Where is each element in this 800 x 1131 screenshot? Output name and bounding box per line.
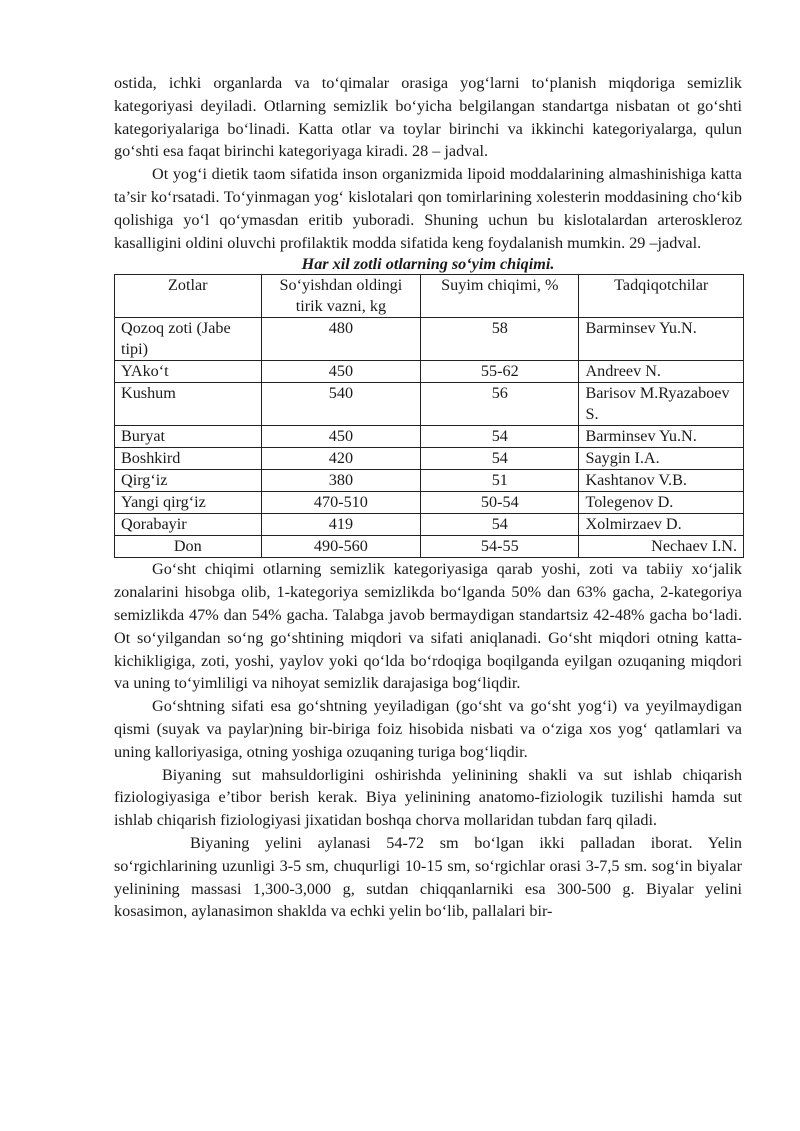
cell-researcher: Xolmirzaev D. bbox=[579, 514, 744, 536]
header-yield: Suyim chiqimi, % bbox=[421, 275, 579, 318]
cell-breed: Don bbox=[115, 536, 262, 558]
cell-breed: Kushum bbox=[115, 383, 262, 426]
cell-researcher: Saygin I.A. bbox=[579, 448, 744, 470]
header-live-weight: So‘yishdan oldingi tirik vazni, kg bbox=[261, 275, 421, 318]
cell-yield: 56 bbox=[421, 383, 579, 426]
slaughter-yield-table bbox=[114, 274, 744, 558]
cell-weight: 380 bbox=[261, 470, 421, 492]
table-row bbox=[115, 426, 744, 448]
table-header-row bbox=[115, 275, 744, 318]
table-row bbox=[115, 470, 744, 492]
paragraph-meat-quality: Go‘shtning sifati esa go‘shtning yeyiladigan (go‘sht va go‘sht yog‘i) va yeyilmaydigan qismi (suyak va paylar)ning bir-biriga foiz hisobida nisbati va o‘ziga xos yog‘ qatlamlari va uning kalloriyasiga, otning yoshiga ozuqaning turiga bog‘liqdir. bbox=[114, 697, 742, 761]
paragraph-fatness-category: ostida, ichki organlarda va to‘qimalar orasiga yog‘larni to‘planish miqdoriga semizlik kategoriyasi deyiladi. Otlarning semizlik bo‘yicha belgilangan standartga nisbatan ot go‘shti kategoriyalariga bo‘linadi. Katta otlar va toylar birinchi va ikkinchi kategoriyalarga, qulun go‘shti esa faqat birinchi kategoriyaga kiradi. 28 – jadval. bbox=[114, 74, 742, 161]
cell-researcher: Tolegenov D. bbox=[579, 492, 744, 514]
table-title: Har xil zotli otlarning so‘yim chiqimi. bbox=[301, 255, 555, 274]
cell-yield: 54-55 bbox=[421, 536, 579, 558]
cell-breed: Qirg‘iz bbox=[115, 470, 262, 492]
table-row bbox=[115, 383, 744, 426]
paragraph-udder: Biyaning yelini aylanasi 54-72 sm bo‘lgan ikki palladan iborat. Yelin so‘rgichlarining uzunligi 3-5 sm, chuqurligi 10-15 sm, so‘rgichlar orasi 3-7,5 sm. sog‘in biyalar yelinining massasi 1,300-3,000 g, sutdan chiqqanlarniki esa 300-500 g. Biyalar yelini kosasimon, aylanasimon shaklda va echki yelin bo‘lib, pallalari bir- bbox=[114, 833, 742, 921]
document-page bbox=[114, 72, 742, 923]
cell-yield: 54 bbox=[421, 448, 579, 470]
header-breeds: Zotlar bbox=[115, 275, 262, 318]
cell-researcher: Andreev N. bbox=[579, 361, 744, 383]
cell-weight: 450 bbox=[261, 361, 421, 383]
cell-yield: 54 bbox=[421, 514, 579, 536]
cell-yield: 58 bbox=[421, 318, 579, 361]
cell-yield: 54 bbox=[421, 426, 579, 448]
cell-breed: Buryat bbox=[115, 426, 262, 448]
cell-breed: Qozoq zoti (Jabe tipi) bbox=[115, 318, 262, 361]
cell-researcher: Barminsev Yu.N. bbox=[579, 426, 744, 448]
cell-weight: 470-510 bbox=[261, 492, 421, 514]
cell-researcher: Kashtanov V.B. bbox=[579, 470, 744, 492]
table-row bbox=[115, 318, 744, 361]
cell-researcher: Nechaev I.N. bbox=[579, 536, 744, 558]
paragraph-mare-milk: Biyaning sut mahsuldorligini oshirishda yelinining shakli va sut ishlab chiqarish fiziologiyasiga e’tibor berish kerak. Biya yelinining anatomo-fiziologik tuzilishi hamda sut ishlab chiqarish fiziologiyasi jixatidan boshqa chorva mollaridan tubdan farq qiladi. bbox=[114, 765, 742, 830]
paragraph-meat-yield: Go‘sht chiqimi otlarning semizlik kategoriyasiga qarab yoshi, zoti va tabiiy xo‘jalik zonalarini hisobga olib, 1-kategoriya semizlikda bo‘lganda 50% dan 63% gacha, 2-kategoriya semizlikda 47% dan 54% gacha. Talabga javob bermaydigan standartsiz 42-48% gacha bo‘ladi. Ot so‘yilgandan so‘ng go‘shtining miqdori va sifati aniqlanadi. Go‘sht miqdori otning katta-kichikligiga, zoti, yoshi, yaylov yoki qo‘lda bo‘rdoqiga boqilganda eyilgan ozuqaning miqdori va uning to‘yimliligi va nihoyat semizlik darajasiga bog‘liqdir. bbox=[114, 560, 742, 693]
cell-breed: Qorabayir bbox=[115, 514, 262, 536]
cell-weight: 480 bbox=[261, 318, 421, 361]
cell-weight: 540 bbox=[261, 383, 421, 426]
cell-breed: Boshkird bbox=[115, 448, 262, 470]
paragraph-horse-fat: Ot yog‘i dietik taom sifatida inson organizmida lipoid moddalarining almashinishiga katta ta’sir ko‘rsatadi. To‘yinmagan yog‘ kislotalari qon tomirlarining xolesterin moddasining cho‘kib qolishiga yo‘l qo‘ymasdan eritib yuboradi. Shuning uchun bu kislotalardan arteroskleroz kasalligini oldini oluvchi profilaktik modda sifatida keng foydalanish mumkin. 29 –jadval. bbox=[114, 165, 742, 252]
cell-weight: 420 bbox=[261, 448, 421, 470]
cell-weight: 419 bbox=[261, 514, 421, 536]
table-row bbox=[115, 514, 744, 536]
cell-yield: 55-62 bbox=[421, 361, 579, 383]
cell-breed: YAko‘t bbox=[115, 361, 262, 383]
table-row bbox=[115, 536, 744, 558]
header-researchers: Tadqiqotchilar bbox=[579, 275, 744, 318]
cell-researcher: Barminsev Yu.N. bbox=[579, 318, 744, 361]
table-row bbox=[115, 361, 744, 383]
cell-breed: Yangi qirg‘iz bbox=[115, 492, 262, 514]
table-row bbox=[115, 492, 744, 514]
cell-weight: 450 bbox=[261, 426, 421, 448]
cell-researcher: Barisov M.Ryazaboev S. bbox=[579, 383, 744, 426]
cell-yield: 50-54 bbox=[421, 492, 579, 514]
cell-weight: 490-560 bbox=[261, 536, 421, 558]
cell-yield: 51 bbox=[421, 470, 579, 492]
table-row bbox=[115, 448, 744, 470]
